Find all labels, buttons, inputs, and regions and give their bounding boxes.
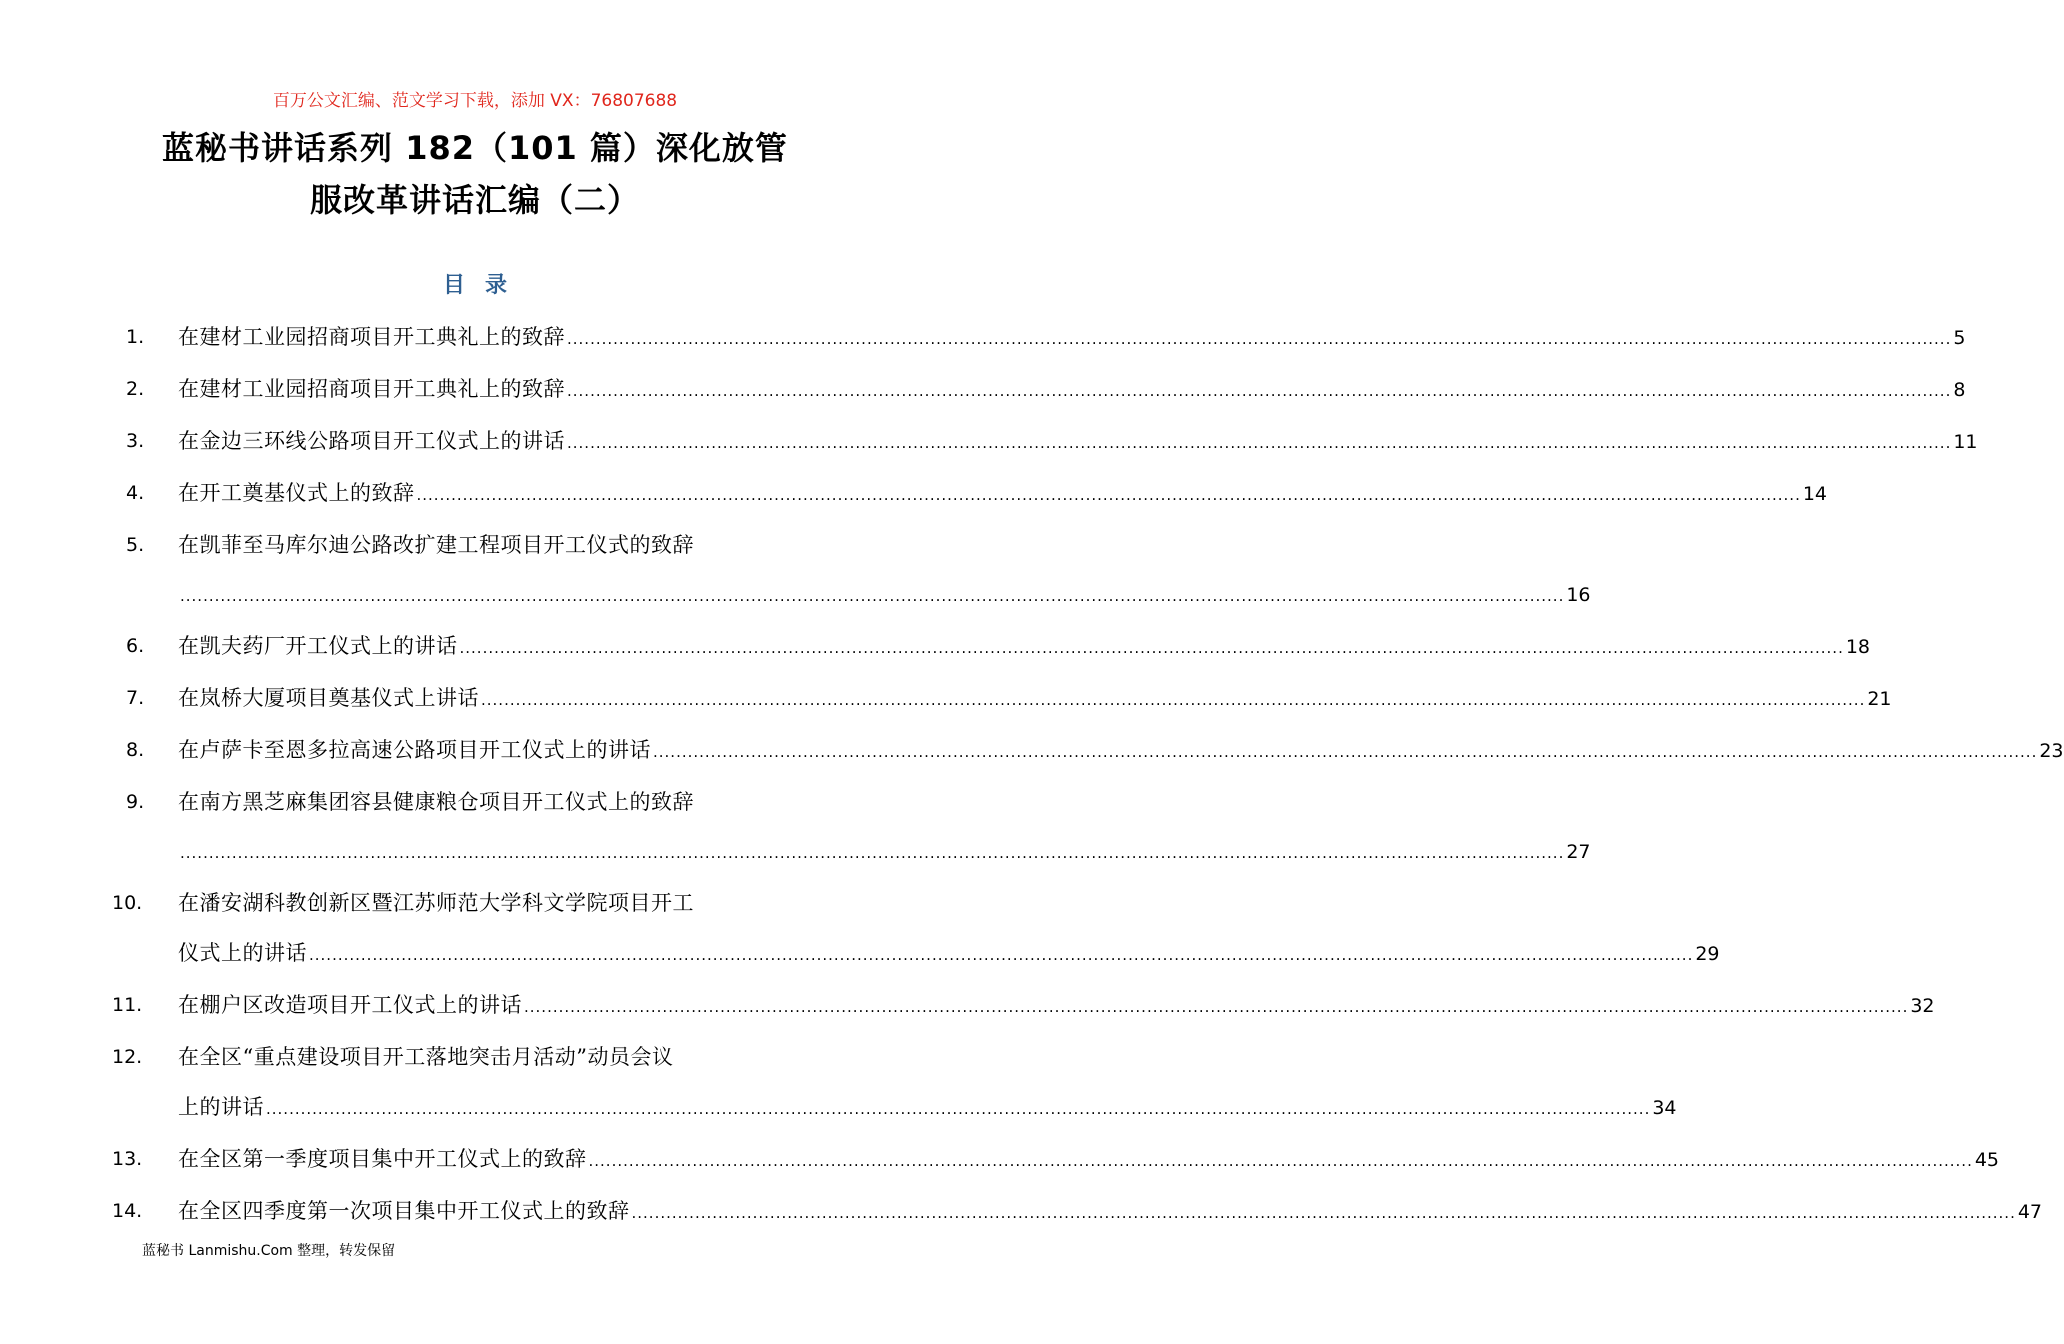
header-note: 百万公文汇编、范文学习下载，添加 VX：76807688 — [272, 91, 678, 111]
toc-entry-page: 21 — [1867, 688, 1892, 710]
toc-entry[interactable] — [100, 1134, 2000, 1186]
toc-entry-title: 在开工奠基仪式上的致辞 — [178, 481, 415, 505]
toc-entry-number: 14. — [112, 1200, 143, 1222]
toc-entry[interactable] — [100, 1032, 1677, 1134]
toc-entry-title: 在岚桥大厦项目奠基仪式上讲话 — [178, 686, 479, 710]
toc-entry-title: 仪式上的讲话 — [178, 941, 307, 965]
toc-entry-number: 9. — [126, 791, 145, 813]
toc-entry[interactable] — [100, 777, 1591, 878]
toc-dot-leader — [567, 418, 1951, 468]
toc-entry-page: 8 — [1953, 379, 1966, 401]
toc-entry-title-line: 在全区“重点建设项目开工落地突击月活动”动员会议 — [178, 1045, 674, 1069]
toc-entry-page: 27 — [1566, 841, 1591, 863]
toc-entry-page: 14 — [1802, 483, 1828, 505]
toc-dot-leader — [266, 1084, 1650, 1134]
toc-entry[interactable] — [100, 878, 1720, 980]
toc-entry-number: 8. — [126, 739, 145, 761]
toc-entry[interactable] — [100, 312, 1966, 364]
toc-entry[interactable] — [100, 468, 1828, 520]
toc-entry-body — [178, 468, 1827, 520]
toc-entry-title: 在建材工业园招商项目开工典礼上的致辞 — [178, 325, 565, 349]
toc-entry-body — [178, 621, 1870, 673]
document-title — [120, 122, 830, 226]
toc-dot-leader — [460, 623, 1844, 673]
toc-entry[interactable] — [100, 1186, 2043, 1238]
toc-entry-number: 13. — [112, 1148, 143, 1170]
toc-dot-leader — [309, 930, 1693, 980]
toc-entry-page: 29 — [1695, 943, 1720, 965]
toc-entry-body — [178, 878, 1720, 980]
toc-dot-leader — [653, 727, 2037, 777]
toc-entry-number: 3. — [126, 430, 145, 452]
toc-entry-body — [178, 1032, 1677, 1134]
toc-entry-body — [178, 416, 1978, 468]
table-of-contents — [100, 312, 2064, 1238]
toc-entry-number: 7. — [126, 687, 145, 709]
toc-entry-number: 10. — [112, 892, 143, 914]
toc-entry-body — [178, 312, 1965, 364]
toc-entry-page: 47 — [2017, 1201, 2043, 1223]
toc-entry-page: 23 — [2039, 740, 2064, 762]
toc-entry-body — [178, 980, 1935, 1032]
toc-entry-title: 在全区四季度第一次项目集中开工仪式上的致辞 — [178, 1199, 630, 1223]
toc-entry-title: 在全区第一季度项目集中开工仪式上的致辞 — [178, 1147, 587, 1171]
toc-entry-title: 在棚户区改造项目开工仪式上的讲话 — [178, 993, 522, 1017]
toc-entry-page: 34 — [1652, 1097, 1677, 1119]
toc-entry[interactable] — [100, 364, 1966, 416]
toc-dot-leader — [524, 982, 1908, 1032]
toc-dot-leader — [417, 470, 1801, 520]
toc-entry-number: 2. — [126, 378, 145, 400]
toc-entry-number: 1. — [126, 326, 145, 348]
toc-entry-page: 11 — [1953, 431, 1978, 453]
toc-entry-number: 11. — [112, 994, 143, 1016]
toc-heading: 目录 — [442, 273, 527, 298]
toc-entry-page: 45 — [1974, 1149, 2000, 1171]
toc-entry[interactable] — [100, 980, 1935, 1032]
toc-entry-body — [178, 1134, 1999, 1186]
toc-entry-body — [178, 777, 1591, 878]
toc-entry-title: 在建材工业园招商项目开工典礼上的致辞 — [178, 377, 565, 401]
toc-entry-number: 5. — [126, 534, 145, 556]
toc-entry[interactable] — [100, 621, 1871, 673]
toc-entry-number: 12. — [112, 1046, 143, 1068]
toc-entry[interactable] — [100, 725, 2064, 777]
toc-dot-leader — [567, 366, 1951, 416]
toc-dot-leader — [567, 314, 1951, 364]
footer-note: 蓝秘书 Lanmishu.Com 整理，转发保留 — [142, 1243, 396, 1259]
toc-entry[interactable] — [100, 673, 1892, 725]
toc-entry-number: 6. — [126, 635, 145, 657]
title-line-2: 服改革讲话汇编（二） — [309, 181, 640, 219]
toc-entry-title: 上的讲话 — [178, 1095, 264, 1119]
toc-entry-title-line: 在南方黑芝麻集团容县健康粮仓项目开工仪式上的致辞 — [178, 790, 694, 814]
title-line-1: 蓝秘书讲话系列 182（101 篇）深化放管 — [162, 129, 788, 167]
toc-entry-body — [178, 725, 2064, 777]
toc-entry-title: 在卢萨卡至恩多拉高速公路项目开工仪式上的讲话 — [178, 738, 651, 762]
toc-entry-page: 5 — [1953, 327, 1966, 349]
toc-entry-body — [178, 1186, 2042, 1238]
toc-entry-body — [178, 673, 1892, 725]
toc-dot-leader — [180, 828, 1564, 878]
toc-entry-page: 32 — [1910, 995, 1935, 1017]
toc-entry[interactable] — [100, 520, 1591, 621]
toc-dot-leader — [180, 571, 1564, 621]
toc-entry-title-line: 在潘安湖科教创新区暨江苏师范大学科文学院项目开工 — [178, 891, 694, 915]
toc-entry-page: 18 — [1845, 636, 1871, 658]
toc-entry-body — [178, 520, 1591, 621]
toc-entry-page: 16 — [1566, 584, 1591, 606]
toc-dot-leader — [481, 675, 1865, 725]
toc-dot-leader — [589, 1136, 1973, 1186]
toc-entry-body — [178, 364, 1965, 416]
toc-entry[interactable] — [100, 416, 1978, 468]
toc-dot-leader — [632, 1188, 2016, 1238]
toc-entry-title-line: 在凯菲至马库尔迪公路改扩建工程项目开工仪式的致辞 — [178, 533, 694, 557]
toc-entry-title: 在凯夫药厂开工仪式上的讲话 — [178, 634, 458, 658]
toc-entry-number: 4. — [126, 482, 145, 504]
toc-entry-title: 在金边三环线公路项目开工仪式上的讲话 — [178, 429, 565, 453]
